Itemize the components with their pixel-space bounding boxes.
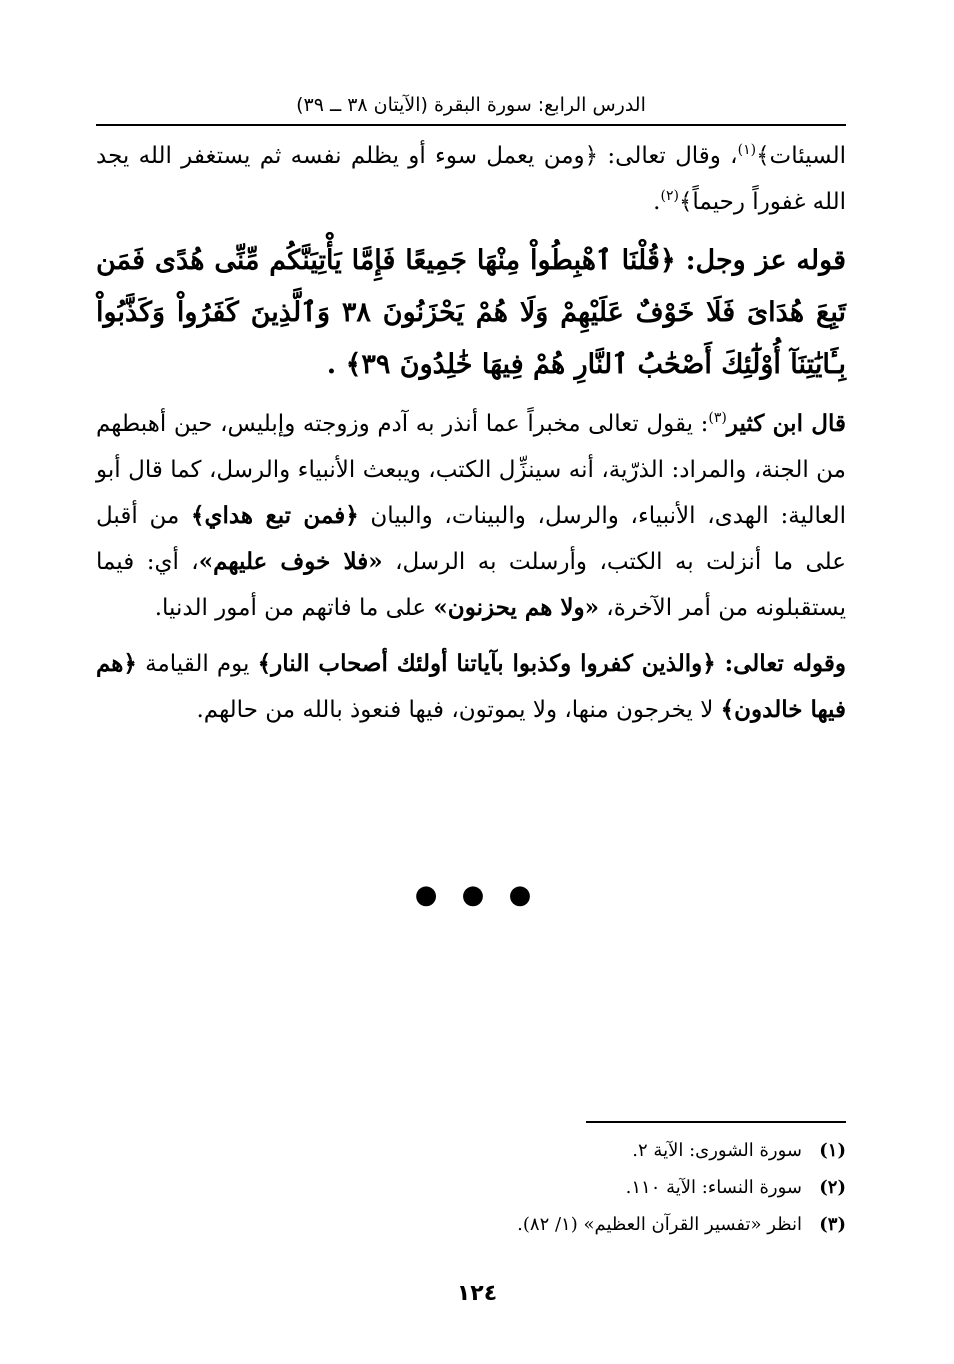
footnotes bbox=[96, 1132, 846, 1243]
text-run: . bbox=[326, 349, 346, 380]
footnote-number: (١) bbox=[819, 1140, 846, 1161]
footnote-item bbox=[96, 1132, 846, 1169]
section-separator: ● ● ● bbox=[414, 880, 540, 910]
quote: ﴿فمن تبع هداي﴾ bbox=[190, 502, 359, 529]
quran-bracket-close: ﴾ bbox=[678, 189, 693, 215]
footnote-ref-1[interactable]: (١) bbox=[737, 142, 757, 158]
text-run: : يقول تعالى مخبراً عما أنذر به آدم وزوجته وإبليس، حين أهبطهم من الجنة، والمراد: الذرّية، أنه سينزِّل الكتب، ويبعث الأنبياء والرسل، كما قال أبو العالية: الهدى، الأنبياء، والرسل، والبينات، والبيان bbox=[96, 411, 846, 529]
paragraph-lead: وقوله تعالى: bbox=[715, 650, 847, 677]
quran-bracket-close: ﴾ bbox=[756, 143, 770, 169]
main-text bbox=[96, 133, 846, 733]
quote: ﴿والذين كفروا وكذبوا بآياتنا أولئك أصحاب النار﴾ bbox=[257, 650, 716, 677]
text-run: السيئات bbox=[769, 143, 847, 169]
footnote-ref-3[interactable]: (٣) bbox=[708, 410, 727, 426]
footnote-number: (٢) bbox=[819, 1177, 846, 1198]
quote: «ولا هم يحزنون» bbox=[433, 594, 599, 621]
paragraph-lead: قال ابن كثير bbox=[726, 410, 846, 437]
text-run: ، وقال تعالى: bbox=[598, 143, 738, 169]
text-run: من أقبل على ما أنزلت به الكتب، وأرسلت به الرسل، bbox=[96, 503, 846, 575]
page-number: ١٢٤ bbox=[456, 1281, 498, 1306]
running-header: الدرس الرابع: سورة البقرة (الآيتان ٣٨ ــ ٣٩) bbox=[296, 94, 646, 116]
quran-verse-text: قُلْنَا ٱهْبِطُواْ مِنْهَا جَمِيعًا فَإِمَّا يَأْتِيَنَّكُم مِّنِّى هُدًى فَمَن تَبِعَ هُدَاىَ فَلَا خَوْفٌ عَلَيْهِمْ وَلَا هُمْ يَحْزَنُونَ ٣٨ وَٱلَّذِينَ كَفَرُواْ وَكَذَّبُواْ بِـَٔايَٰتِنَآ أُوْلَٰٓئِكَ أَصْحَٰبُ ٱلنَّارِ هُمْ فِيهَا خَٰلِدُونَ ٣٩ bbox=[96, 245, 846, 380]
text-run: على ما فاتهم من أمور الدنيا. bbox=[154, 595, 434, 621]
footnote-text: سورة الشورى: الآية ٢. bbox=[632, 1140, 802, 1161]
footnote-rule bbox=[586, 1121, 846, 1123]
footnote-ref-2[interactable]: (٢) bbox=[660, 188, 679, 204]
header-rule bbox=[96, 124, 846, 126]
footnote-item bbox=[96, 1206, 846, 1243]
verse-paragraph bbox=[96, 235, 846, 391]
quote: «فلا خوف عليهم» bbox=[198, 548, 383, 575]
verse-quote: ومن يعمل سوء أو يظلم نفسه ثم يستغفر الله يجد الله غفوراً رحيماً bbox=[96, 143, 846, 215]
footnote-text: سورة النساء: الآية ١١٠. bbox=[625, 1177, 802, 1198]
footnote-number: (٣) bbox=[819, 1214, 846, 1235]
paragraph-2 bbox=[96, 401, 846, 631]
text-run: يوم القيامة bbox=[136, 651, 258, 677]
paragraph-1 bbox=[96, 133, 846, 225]
footnote-text: انظر «تفسير القرآن العظيم» (١/ ٨٢). bbox=[517, 1214, 802, 1235]
text-run: لا يخرجون منها، ولا يموتون، فيها فنعوذ بالله من حالهم. bbox=[196, 697, 721, 723]
quran-bracket-open: ﴿ bbox=[584, 143, 599, 169]
verse-lead: قوله عز وجل: bbox=[675, 245, 846, 276]
quran-bracket-close: ﴾ bbox=[345, 349, 362, 380]
paragraph-3 bbox=[96, 641, 846, 733]
quote: ﴿هم فيها خالدون﴾ bbox=[96, 650, 846, 723]
footnote-item bbox=[96, 1169, 846, 1206]
text-run: ، أي: فيما يستقبلونه من أمر الآخرة، bbox=[96, 549, 846, 621]
text-run: . bbox=[653, 189, 661, 215]
quran-bracket-open: ﴿ bbox=[659, 245, 676, 276]
